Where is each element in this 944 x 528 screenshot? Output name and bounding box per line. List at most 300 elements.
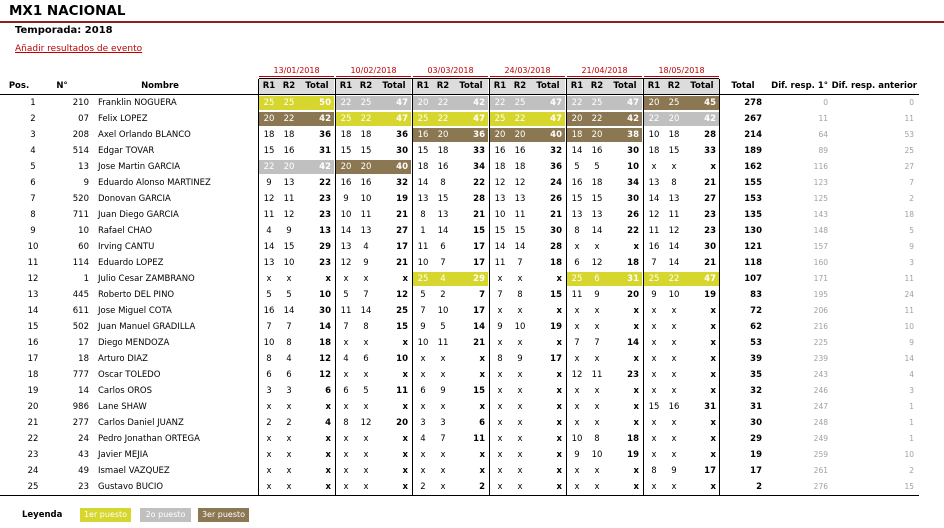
event-total-points: 38 (627, 130, 639, 140)
race2-points: 8 (671, 178, 677, 188)
race2-points: 5 (286, 290, 292, 300)
event-total-points: x (556, 466, 562, 476)
event-total-points: x (479, 450, 485, 460)
diff-to-first: 160 (813, 258, 828, 267)
race2-points: 10 (668, 290, 680, 300)
race2-points: 20 (591, 130, 603, 140)
race2-points: x (363, 434, 369, 444)
race1-points: x (497, 402, 503, 412)
race2-points: x (594, 418, 600, 428)
event-total-points: x (402, 482, 408, 492)
race1-points: x (420, 466, 426, 476)
race2-points: 20 (360, 162, 372, 172)
event-date-underline (490, 76, 565, 77)
diff-to-first: 0 (823, 98, 828, 107)
grand-total: 32 (750, 386, 762, 396)
event-total-points: 17 (473, 258, 485, 268)
event-date: 21/04/2018 (581, 66, 628, 75)
race2-points: 7 (440, 258, 446, 268)
race2-points: 9 (363, 258, 369, 268)
event-total-points: 23 (319, 210, 331, 220)
column-header-name: Nombre (141, 81, 179, 91)
grand-total: 135 (744, 210, 762, 220)
table-row (0, 255, 944, 271)
race1-points: 6 (574, 258, 580, 268)
race2-points: 14 (283, 306, 295, 316)
race1-points: 5 (420, 290, 426, 300)
event-total-points: 30 (627, 194, 639, 204)
race2-points: x (440, 482, 446, 492)
race2-points: 16 (514, 146, 526, 156)
race1-points: 25 (571, 274, 583, 284)
season-label: Temporada: 2018 (15, 25, 113, 36)
race2-points: 20 (514, 130, 526, 140)
race1-points: x (651, 370, 657, 380)
event-total-points: 10 (319, 290, 331, 300)
race2-points: 7 (286, 322, 292, 332)
diff-to-first: 123 (813, 178, 828, 187)
event-total-points: 30 (396, 146, 408, 156)
race2-points: x (286, 402, 292, 412)
event-total-points: x (710, 338, 716, 348)
event-total-points: x (479, 466, 485, 476)
rider-name: Diego MENDOZA (98, 338, 170, 348)
rider-position: 16 (27, 338, 39, 348)
race1-points: x (497, 306, 503, 316)
event-total-points: x (633, 306, 639, 316)
race1-points: x (574, 386, 580, 396)
diff-to-previous: 4 (909, 370, 914, 379)
event-total-points: 17 (704, 466, 716, 476)
race2-points: x (363, 450, 369, 460)
diff-to-previous: 2 (909, 466, 914, 475)
event-total-points: 50 (319, 98, 331, 108)
rider-name: Jose Martin GARCIA (98, 162, 181, 172)
race2-points: 12 (668, 226, 680, 236)
rider-name: Rafael CHAO (98, 226, 153, 236)
grand-total: 30 (750, 418, 762, 428)
column-header-pos: Pos. (8, 81, 30, 91)
event-total-points: x (556, 306, 562, 316)
diff-to-first: 157 (813, 242, 828, 251)
grand-total: 130 (744, 226, 762, 236)
rider-position: 12 (27, 274, 39, 284)
rider-name: Carlos OROS (98, 386, 153, 396)
event-total-points: 17 (473, 306, 485, 316)
column-header-r2: R2 (590, 81, 604, 91)
race1-points: 16 (263, 306, 275, 316)
race2-points: x (594, 354, 600, 364)
event-total-points: 42 (319, 162, 331, 172)
diff-to-previous: 14 (904, 354, 914, 363)
race2-points: 13 (360, 226, 372, 236)
race2-points: 8 (594, 434, 600, 444)
rider-position: 21 (27, 418, 39, 428)
table-row (0, 271, 944, 287)
event-total-points: 19 (396, 194, 408, 204)
rider-number: 23 (78, 482, 89, 492)
rider-position: 20 (27, 402, 39, 412)
rider-name: Axel Orlando BLANCO (98, 130, 191, 140)
race2-points: x (363, 338, 369, 348)
event-total-points: 33 (704, 146, 716, 156)
race1-points: x (651, 338, 657, 348)
rider-number: 445 (72, 290, 89, 300)
race1-points: 14 (571, 146, 583, 156)
diff-to-first: 259 (813, 450, 828, 459)
race2-points: 3 (440, 418, 446, 428)
race1-points: 20 (571, 114, 583, 124)
rider-number: 277 (72, 418, 89, 428)
race2-points: 7 (440, 434, 446, 444)
race1-points: x (651, 434, 657, 444)
race2-points: 14 (668, 242, 680, 252)
event-total-points: 36 (550, 162, 562, 172)
rider-name: Franklin NOGUERA (98, 98, 177, 108)
race1-points: x (266, 402, 272, 412)
diff-to-previous: 27 (904, 162, 914, 171)
race1-points: x (574, 482, 580, 492)
race2-points: 14 (437, 226, 449, 236)
grand-total: 155 (744, 178, 762, 188)
column-header-total: Total (536, 81, 560, 91)
diff-to-previous: 1 (909, 418, 914, 427)
race1-points: x (266, 482, 272, 492)
event-total-points: 26 (550, 194, 562, 204)
event-total-points: x (710, 322, 716, 332)
race1-points: 8 (420, 210, 426, 220)
diff-to-previous: 9 (909, 338, 914, 347)
race2-points: 14 (514, 242, 526, 252)
diff-to-previous: 11 (904, 306, 914, 315)
race1-points: 14 (417, 178, 429, 188)
race2-points: 15 (514, 226, 526, 236)
event-total-points: 10 (627, 162, 639, 172)
diff-to-first: 11 (818, 114, 828, 123)
race1-points: x (574, 306, 580, 316)
race2-points: 18 (668, 130, 680, 140)
race1-points: 7 (651, 258, 657, 268)
race2-points: 18 (360, 130, 372, 140)
table-row (0, 367, 944, 383)
diff-to-previous: 15 (904, 482, 914, 491)
column-header-total: Total (613, 81, 637, 91)
event-total-points: x (325, 274, 331, 284)
rider-number: 1 (83, 274, 89, 284)
legend-third-place: 3er puesto (198, 508, 249, 522)
diff-to-first: 116 (813, 162, 828, 171)
race2-points: 8 (286, 338, 292, 348)
race1-points: x (497, 274, 503, 284)
event-total-points: 47 (473, 114, 485, 124)
race2-points: x (671, 306, 677, 316)
race2-points: 16 (591, 146, 603, 156)
add-event-results-link[interactable]: Añadir resultados de evento (15, 44, 143, 54)
race1-points: x (574, 402, 580, 412)
race1-points: 9 (343, 194, 349, 204)
column-header-r1: R1 (416, 81, 430, 91)
column-header-r1: R1 (570, 81, 584, 91)
event-total-points: x (402, 450, 408, 460)
race2-points: 15 (591, 194, 603, 204)
race2-points: 20 (283, 162, 295, 172)
grand-total: 31 (750, 402, 762, 412)
rider-position: 15 (27, 322, 39, 332)
event-date: 10/02/2018 (350, 66, 397, 75)
rider-name: Javier MEJIA (98, 450, 149, 460)
event-total-points: 20 (627, 290, 639, 300)
race1-points: 10 (340, 210, 352, 220)
race2-points: 18 (514, 162, 526, 172)
race2-points: 25 (360, 98, 372, 108)
race1-points: 9 (420, 322, 426, 332)
grand-total: 29 (750, 434, 762, 444)
race1-points: 18 (340, 130, 352, 140)
rider-name: Carlos Daniel JUANZ (98, 418, 184, 428)
race1-points: 5 (266, 290, 272, 300)
rider-name: Pedro Jonathan ORTEGA (98, 434, 200, 444)
event-total-points: 19 (704, 290, 716, 300)
event-total-points: x (633, 418, 639, 428)
race2-points: x (363, 274, 369, 284)
rider-position: 4 (30, 146, 36, 156)
race2-points: x (517, 274, 523, 284)
event-total-points: 23 (319, 194, 331, 204)
diff-to-first: 216 (813, 322, 828, 331)
grand-total: 72 (750, 306, 762, 316)
race2-points: 9 (517, 354, 523, 364)
event-total-points: x (402, 370, 408, 380)
event-total-points: 28 (704, 130, 716, 140)
event-total-points: 14 (473, 322, 485, 332)
event-total-points: 47 (396, 98, 408, 108)
race2-points: 25 (668, 98, 680, 108)
diff-to-first: 89 (818, 146, 828, 155)
event-total-points: x (710, 162, 716, 172)
event-total-points: 23 (704, 210, 716, 220)
event-total-points: x (325, 466, 331, 476)
race1-points: 25 (648, 274, 660, 284)
race1-points: 18 (571, 130, 583, 140)
race2-points: 6 (286, 370, 292, 380)
rider-name: Edgar TOVAR (98, 146, 155, 156)
event-total-points: 45 (704, 98, 716, 108)
race1-points: x (651, 306, 657, 316)
race2-points: x (671, 482, 677, 492)
race1-points: 12 (263, 194, 275, 204)
race2-points: 20 (437, 130, 449, 140)
event-total-points: x (633, 402, 639, 412)
event-total-points: 17 (550, 354, 562, 364)
event-total-points: 47 (396, 114, 408, 124)
event-total-points: 14 (627, 338, 639, 348)
race1-points: x (497, 386, 503, 396)
race2-points: 6 (363, 354, 369, 364)
race2-points: 10 (360, 194, 372, 204)
race1-points: 20 (648, 98, 660, 108)
rider-position: 3 (30, 130, 36, 140)
race2-points: x (671, 434, 677, 444)
table-row (0, 287, 944, 303)
race2-points: 15 (437, 194, 449, 204)
race1-points: 5 (343, 290, 349, 300)
event-total-points: 36 (396, 130, 408, 140)
race1-points: 10 (417, 338, 429, 348)
race1-points: 9 (651, 290, 657, 300)
race2-points: 25 (514, 98, 526, 108)
diff-to-previous: 1 (909, 402, 914, 411)
event-total-points: 28 (473, 194, 485, 204)
race2-points: 10 (437, 306, 449, 316)
race2-points: 10 (591, 450, 603, 460)
rider-name: Ismael VAZQUEZ (98, 466, 170, 476)
race1-points: x (343, 338, 349, 348)
event-total-points: x (710, 434, 716, 444)
race1-points: x (420, 402, 426, 412)
race2-points: 7 (517, 258, 523, 268)
race1-points: 1 (420, 226, 426, 236)
race2-points: 16 (283, 146, 295, 156)
race2-points: 12 (283, 210, 295, 220)
rider-position: 14 (27, 306, 39, 316)
legend-title: Leyenda (22, 510, 63, 520)
race1-points: 15 (417, 146, 429, 156)
event-total-points: 12 (319, 370, 331, 380)
event-total-points: 19 (550, 322, 562, 332)
race2-points: 22 (437, 98, 449, 108)
race2-points: x (517, 306, 523, 316)
event-date-underline (413, 76, 488, 77)
event-date: 13/01/2018 (273, 66, 320, 75)
column-header-r1: R1 (493, 81, 507, 91)
column-header-number: N° (56, 81, 68, 91)
grand-total: 189 (744, 146, 762, 156)
event-total-points: 13 (319, 226, 331, 236)
rider-name: Eduardo LOPEZ (98, 258, 164, 268)
race1-points: 10 (263, 338, 275, 348)
rider-number: 07 (78, 114, 89, 124)
race1-points: 10 (417, 258, 429, 268)
race2-points: 16 (360, 178, 372, 188)
grand-total: 267 (744, 114, 762, 124)
event-total-points: x (556, 450, 562, 460)
diff-to-first: 248 (813, 418, 828, 427)
table-row (0, 415, 944, 431)
race1-points: x (574, 354, 580, 364)
race1-points: x (497, 482, 503, 492)
race1-points: 16 (340, 178, 352, 188)
race1-points: x (266, 274, 272, 284)
event-total-points: 47 (550, 98, 562, 108)
race1-points: x (266, 466, 272, 476)
event-total-points: 15 (396, 322, 408, 332)
event-total-points: 34 (473, 162, 485, 172)
diff-to-first: 247 (813, 402, 828, 411)
race2-points: x (517, 402, 523, 412)
race2-points: x (517, 338, 523, 348)
event-total-points: x (402, 434, 408, 444)
event-total-points: 7 (479, 290, 485, 300)
diff-to-first: 249 (813, 434, 828, 443)
rider-number: 13 (78, 162, 89, 172)
race2-points: 15 (283, 242, 295, 252)
race1-points: 20 (417, 98, 429, 108)
diff-to-first: 148 (813, 226, 828, 235)
diff-to-previous: 11 (904, 114, 914, 123)
race2-points: 8 (440, 178, 446, 188)
event-total-points: 24 (550, 178, 562, 188)
race1-points: 3 (420, 418, 426, 428)
diff-to-previous: 3 (909, 258, 914, 267)
event-total-points: 27 (704, 194, 716, 204)
race1-points: x (497, 370, 503, 380)
race2-points: 3 (286, 386, 292, 396)
race2-points: x (440, 450, 446, 460)
event-total-points: 17 (396, 242, 408, 252)
event-total-points: x (402, 274, 408, 284)
race2-points: 8 (363, 322, 369, 332)
page-title: MX1 NACIONAL (9, 3, 126, 19)
event-total-points: 21 (396, 258, 408, 268)
event-total-points: x (633, 386, 639, 396)
race2-points: 11 (668, 210, 680, 220)
race1-points: 8 (343, 418, 349, 428)
event-total-points: 14 (319, 322, 331, 332)
race2-points: 15 (668, 146, 680, 156)
event-total-points: 29 (319, 242, 331, 252)
event-total-points: 30 (704, 242, 716, 252)
column-header-diff-previous: Dif. resp. anterior (831, 81, 917, 91)
grand-total: 35 (750, 370, 762, 380)
race1-points: 8 (574, 226, 580, 236)
rider-name: Juan Diego GARCIA (98, 210, 179, 220)
race1-points: 22 (494, 98, 506, 108)
table-row (0, 159, 944, 175)
race1-points: x (343, 434, 349, 444)
event-total-points: 42 (319, 114, 331, 124)
rider-number: 17 (78, 338, 89, 348)
race1-points: x (574, 242, 580, 252)
table-row (0, 175, 944, 191)
event-total-points: 18 (550, 258, 562, 268)
rider-position: 5 (30, 162, 36, 172)
race2-points: 7 (363, 290, 369, 300)
race2-points: 2 (286, 418, 292, 428)
table-row (0, 335, 944, 351)
race1-points: 15 (571, 194, 583, 204)
race1-points: 11 (417, 242, 429, 252)
event-total-points: 40 (550, 130, 562, 140)
race2-points: 11 (283, 194, 295, 204)
race1-points: 8 (497, 354, 503, 364)
race2-points: x (517, 450, 523, 460)
race2-points: 11 (514, 210, 526, 220)
race2-points: 20 (668, 114, 680, 124)
grand-total: 39 (750, 354, 762, 364)
diff-to-previous: 10 (904, 322, 914, 331)
event-total-points: 27 (396, 226, 408, 236)
diff-to-first: 171 (813, 274, 828, 283)
race1-points: 6 (420, 386, 426, 396)
column-header-total: Total (382, 81, 406, 91)
race2-points: x (671, 386, 677, 396)
race2-points: 15 (360, 146, 372, 156)
race2-points: 13 (668, 194, 680, 204)
race2-points: x (440, 466, 446, 476)
race2-points: 18 (591, 178, 603, 188)
column-header-grand-total: Total (731, 81, 755, 91)
table-row (0, 239, 944, 255)
